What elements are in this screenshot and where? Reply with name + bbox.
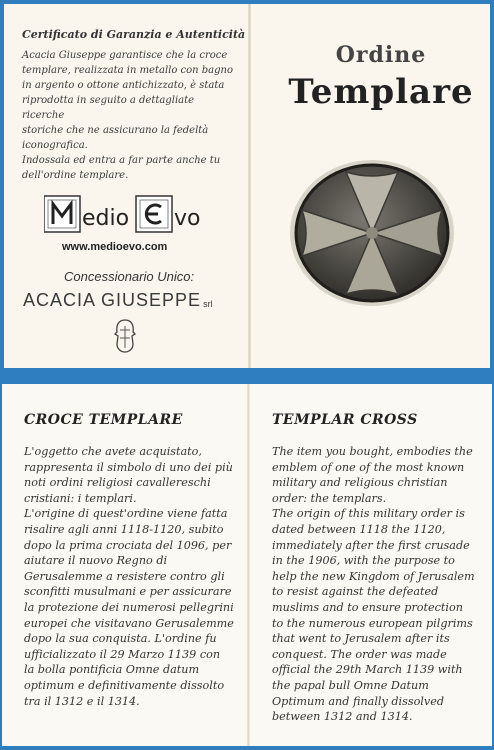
- order-heading: Ordine: [335, 42, 427, 68]
- templar-heading: Templare: [288, 72, 474, 112]
- certificate-title: Certificato di Garanzia e Autenticità: [22, 28, 246, 41]
- concessionaire-label: Concessionario Unico:: [64, 269, 195, 284]
- concessionaire-suffix: srl: [203, 299, 213, 309]
- svg-text:edio: edio: [82, 206, 130, 231]
- certificate-text: Acacia Giuseppe garantisce che la croce templare, realizzata in metallo con bagno in argento o ottone antichizzato, è stata riprodotta in seguito a dettagliate ricerche storiche che ne assicurano la fedeltà iconografica. Indossala ed entra a far parte anche tu dell'ordine templare.: [22, 50, 234, 181]
- knight-emblem-icon: [112, 318, 138, 354]
- italian-text: L'oggetto che avete acquistato, rappresenta il simbolo di uno dei più noti ordini religiosi cavallereschi cristiani: i templari. L'origine di quest'ordine viene fatta risalire agli anni 1118-1120, subito dopo la prima crociata del 1096, per aiutare il nuovo Regno di Gerusalemme a resistere contro gli sconfitti musulmani e per assicurare la protezione dei numerosi pellegrini europei che visitavano Gerusalemme dopo la sua conquista. L'ordine fu ufficializzato il 29 Marzo 1139 con la bolla pontificia Omne datum optimum e definitivamente dissolto tra il 1312 e il 1314.: [24, 445, 234, 708]
- english-title: TEMPLAR CROSS: [272, 412, 418, 428]
- website-link: www.medioevo.com: [62, 241, 168, 253]
- concessionaire-name: [23, 290, 213, 311]
- certificate-front: [4, 4, 490, 368]
- medioevo-logo: [44, 194, 214, 234]
- concessionaire-name-text: ACACIA GIUSEPPE: [23, 290, 202, 310]
- fold-line: [248, 4, 251, 368]
- italian-title: CROCE TEMPLARE: [24, 412, 183, 428]
- fold-line: [247, 384, 250, 746]
- templar-cross-medal-icon: [288, 158, 456, 308]
- svg-text:vo: vo: [174, 206, 201, 231]
- english-text: The item you bought, embodies the emblem of one of the most known military and religious christian order: the templars. The origin of this military order is dated between 1118 the 1120, immediately after the first crusade in the 1906, with the purpose to help the new Kingdom of Jerusalem to resist against the defeated muslims and to ensure protection to the numerous european pilgrims that went to Jerusalem after its conquest. The order was made official the 29th March 1139 with the papal bull Omne Datum Optimum and finally dissolved between 1312 and 1314.: [272, 445, 475, 724]
